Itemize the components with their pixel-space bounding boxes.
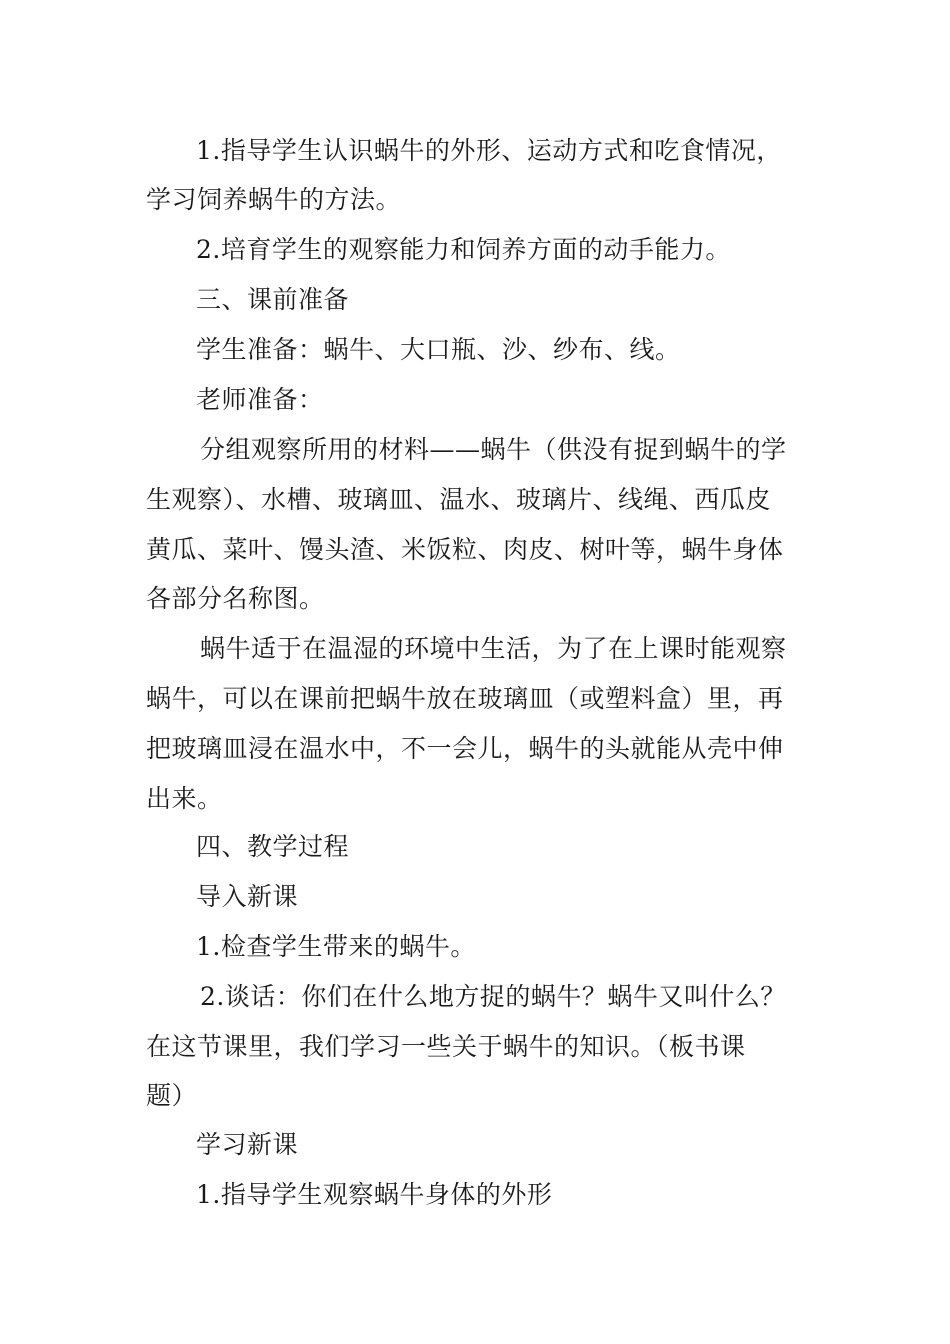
materials-line-4: 各部分名称图。 <box>146 584 325 613</box>
snail-habitat-line-2: 蜗牛，可以在课前把蜗牛放在玻璃皿（或塑料盒）里，再 <box>146 684 784 713</box>
teacher-preparation-label: 老师准备： <box>196 385 324 414</box>
objective-2: 2.培育学生的观察能力和饲养方面的动手能力。 <box>196 235 731 264</box>
intro-step-2-line-3: 题） <box>146 1081 198 1110</box>
subheading-introduction: 导入新课 <box>196 882 299 911</box>
materials-line-2: 生观察）、水槽、玻璃皿、温水、玻璃片、线绳、西瓜皮 <box>146 485 772 514</box>
snail-habitat-line-1: 蜗牛适于在温湿的环境中生活，为了在上课时能观察 <box>200 634 787 663</box>
snail-habitat-line-4: 出来。 <box>146 784 223 813</box>
lesson-step-1: 1.指导学生观察蜗牛身体的外形 <box>196 1180 553 1209</box>
section-heading-preparation: 三、课前准备 <box>196 285 350 314</box>
objective-1-line-2: 学习饲养蜗牛的方法。 <box>146 185 402 214</box>
intro-step-2-line-1: 2.谈话：你们在什么地方捉的蜗牛？蜗牛又叫什么？ <box>200 982 786 1011</box>
materials-line-3: 黄瓜、菜叶、馒头渣、米饭粒、肉皮、树叶等，蜗牛身体 <box>146 535 784 564</box>
student-preparation: 学生准备：蜗牛、大口瓶、沙、纱布、线。 <box>196 335 681 364</box>
materials-line-1: 分组观察所用的材料——蜗牛（供没有捉到蜗牛的学 <box>200 435 787 464</box>
snail-habitat-line-3: 把玻璃皿浸在温水中，不一会儿，蜗牛的头就能从壳中伸 <box>146 734 784 763</box>
section-heading-process: 四、教学过程 <box>196 832 350 861</box>
objective-1-line-1: 1.指导学生认识蜗牛的外形、运动方式和吃食情况， <box>196 136 782 165</box>
subheading-new-lesson: 学习新课 <box>196 1130 299 1159</box>
intro-step-2-line-2: 在这节课里，我们学习一些关于蜗牛的知识。（板书课 <box>146 1032 746 1061</box>
intro-step-1: 1.检查学生带来的蜗牛。 <box>196 932 476 961</box>
